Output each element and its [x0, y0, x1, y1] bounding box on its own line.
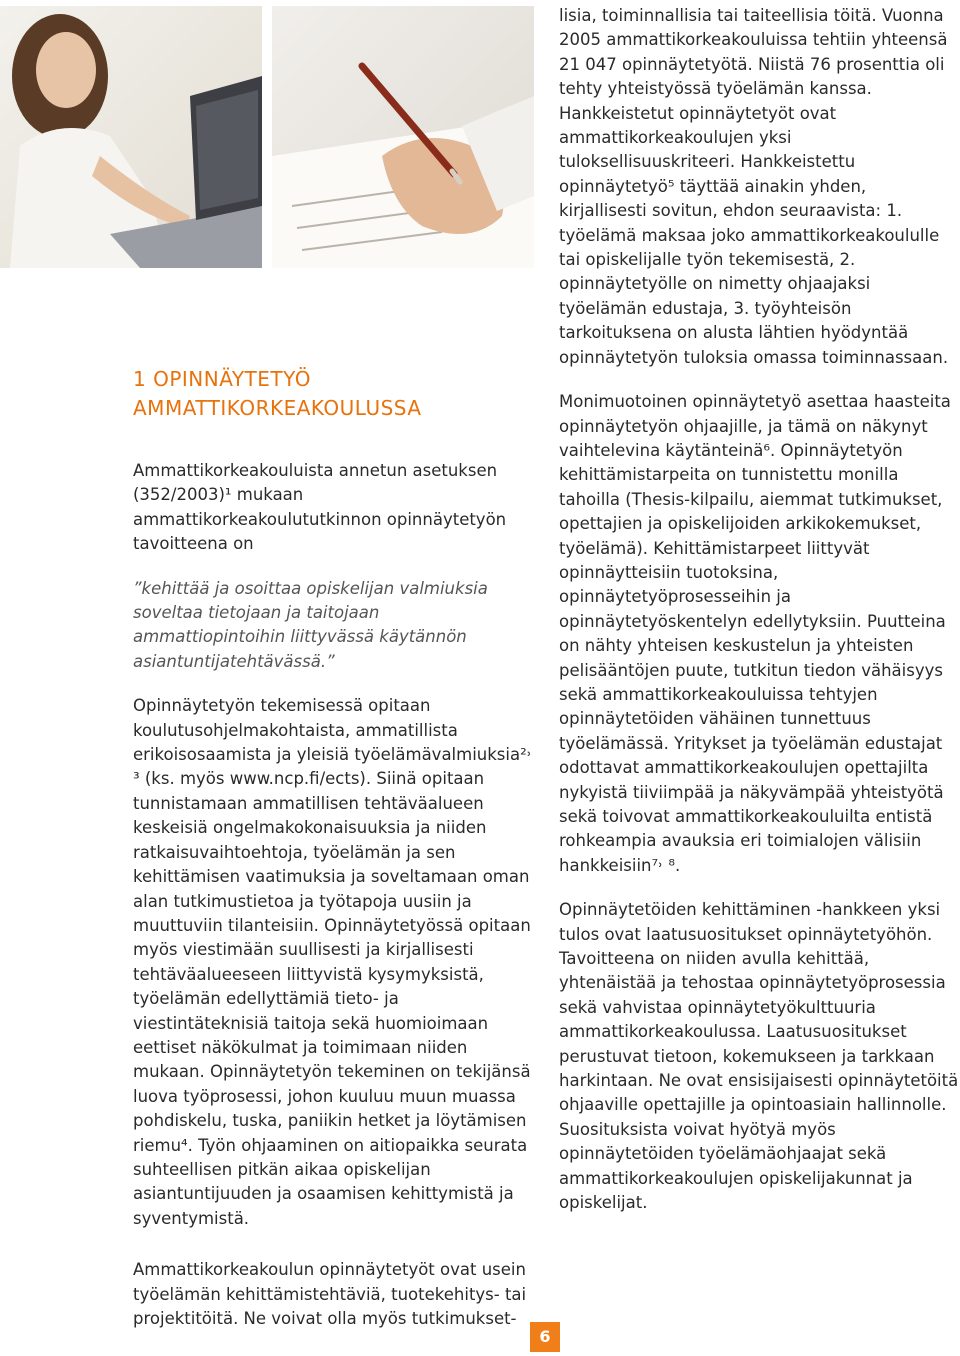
- section-heading-line2: AMMATTIKORKEAKOULUSSA: [133, 396, 422, 420]
- section-heading-line1: 1 OPINNÄYTETYÖ: [133, 367, 311, 391]
- intro-paragraph: Ammattikorkeakouluista annetun asetuksen (352/2003)¹ mukaan ammattikorkeakoulututkinnon opinnäytetyön tavoitteena on: [133, 461, 507, 554]
- page-number: 6: [530, 1322, 560, 1352]
- development-needs-paragraph: Monimuotoinen opinnäytetyö asettaa haasteita opinnäytetyön ohjaajille, ja tämä on näkynyt vaihtelevina käytänteinä⁶. Opinnäytetyön kehittämistarpeita on tunnistettu monilla tahoilla (Thesis-kilpailu, aiemmat tutkimukset, opettajien ja opiskelijoiden arkikokemukset, työelämä). Kehittämistarpeet liittyvät opinnäytteisiin tuotoksina, opinnäytetyöprosesseihin ja opinnäytetyöskentelyn edellytyksiin. Puutteina on nähty yhteisen keskustelun ja yhteisten pelisääntöjen puute, tutkitun tiedon vähäisyys sekä ammattikorkeakouluissa tehtyjen opinnäytetöiden vähäinen tunnettuus työelämässä. Yritykset ja työelämän edustajat odottavat ammattikorkeakoulujen opettajilta nykyistä tiiviimpää ja näkyvämpää yhteistyötä sekä toivovat ammattikorkeakouluilta entistä rohkeampia avauksia eri toimialojen välisiin hankkeisiin⁷˒ ⁸.: [559, 392, 951, 875]
- quality-recommendations-paragraph: Opinnäytetöiden kehittäminen -hankkeen yksi tulos ovat laatusuositukset opinnäytetyöhön. Tavoitteena on niiden avulla kehittää, yhtenäistää ja tehostaa opinnäytetyöprosessia sekä vahvistaa opinnäytetyökulttuuria ammattikorkeakoulussa. Laatusuositukset perustuvat tietoon, kokemukseen ja tarkkaan harkintaan. Ne ovat ensisijaisesti opinnäytetöitä ohjaaville opettajille ja opintoasiain hallinnolle. Suosituksista voivat hyötyä myös opinnäytetöiden työelämäohjaajat sekä ammattikorkeakoulujen opiskelijakunnat ja opiskelijat.: [559, 900, 959, 1213]
- statistics-paragraph: lisia, toiminnallisia tai taiteellisia töitä. Vuonna 2005 ammattikorkeakouluissa tehtiin yhteensä 21 047 opinnäytetyötä. Niistä 76 prosenttia oli tehty yhteistyössä työelämän kanssa. Hankkeistetut opinnäytetyöt ovat ammattikorkeakoulujen yksi tuloksellisuuskriteeri. Hankkeistettu opinnäytetyö⁵ täyttää ainakin yhden, kirjallisesti sovitun, ehdon seuraavista: 1. työelämä maksaa joko ammattikorkeakoululle tai opiskelijalle työn tekemisestä, 2. opinnäytetyölle on nimetty ohjaajaksi työelämän edustaja, 3. työyhteisön tarkoituksena on alusta lähtien hyödyntää opinnäytetyön tuloksia omassa toiminnassaan.: [559, 6, 949, 367]
- decree-quote: ”kehittää ja osoittaa opiskelijan valmiuksia soveltaa tietojaan ja taitojaan ammattiopintoihin liittyvässä käytännön asiantuntijatehtävässä.”: [133, 578, 488, 671]
- learning-paragraph: Opinnäytetyön tekemisessä opitaan koulutusohjelmakohtaista, ammatillista erikoisosaamista ja yleisiä työelämävalmiuksia²˒ ³ (ks. myös www.ncp.fi/ects). Siinä opitaan tunnistamaan ammatillisen tehtäväalueen keskeisiä ongelmakokonaisuuksia ja niiden ratkaisuvaihtoehtoja, työelämän ja sen kehittämisen vaatimuksia ja soveltamaan oman alan tutkimustietoa ja työtapoja uusiin ja muuttuviin tilanteisiin. Opinnäytetyössä opitaan myös viestimään suullisesti ja kirjallisesti tehtäväalueeseen liittyvistä kysymyksistä, työelämän edellyttämiä tieto- ja viestintäteknisiä taitoja sekä huomioimaan eettiset näkökulmat ja toimimaan niiden mukaan. Opinnäytetyön tekeminen on tekijänsä luova työprosessi, johon kuuluu muun muassa pohdiskelu, tuska, paniikin hetket ja löytämisen riemu⁴. Työn ohjaaminen on aitiopaikka seurata suhteellisen pitkän aikaa opiskelijan asiantuntijuuden ja osaamisen kehittymistä ja syventymistä.: [133, 696, 532, 1228]
- thesis-types-paragraph: Ammattikorkeakoulun opinnäytetyöt ovat usein työelämän kehittämistehtäviä, tuotekehitys- tai projektitöitä. Ne voivat olla myös tutkimukset-: [133, 1260, 527, 1328]
- section-heading: [133, 365, 533, 423]
- right-column: [559, 4, 959, 1236]
- left-column: [133, 365, 533, 1351]
- woman-laptop-photo: [0, 6, 262, 268]
- hand-writing-photo: [272, 6, 534, 268]
